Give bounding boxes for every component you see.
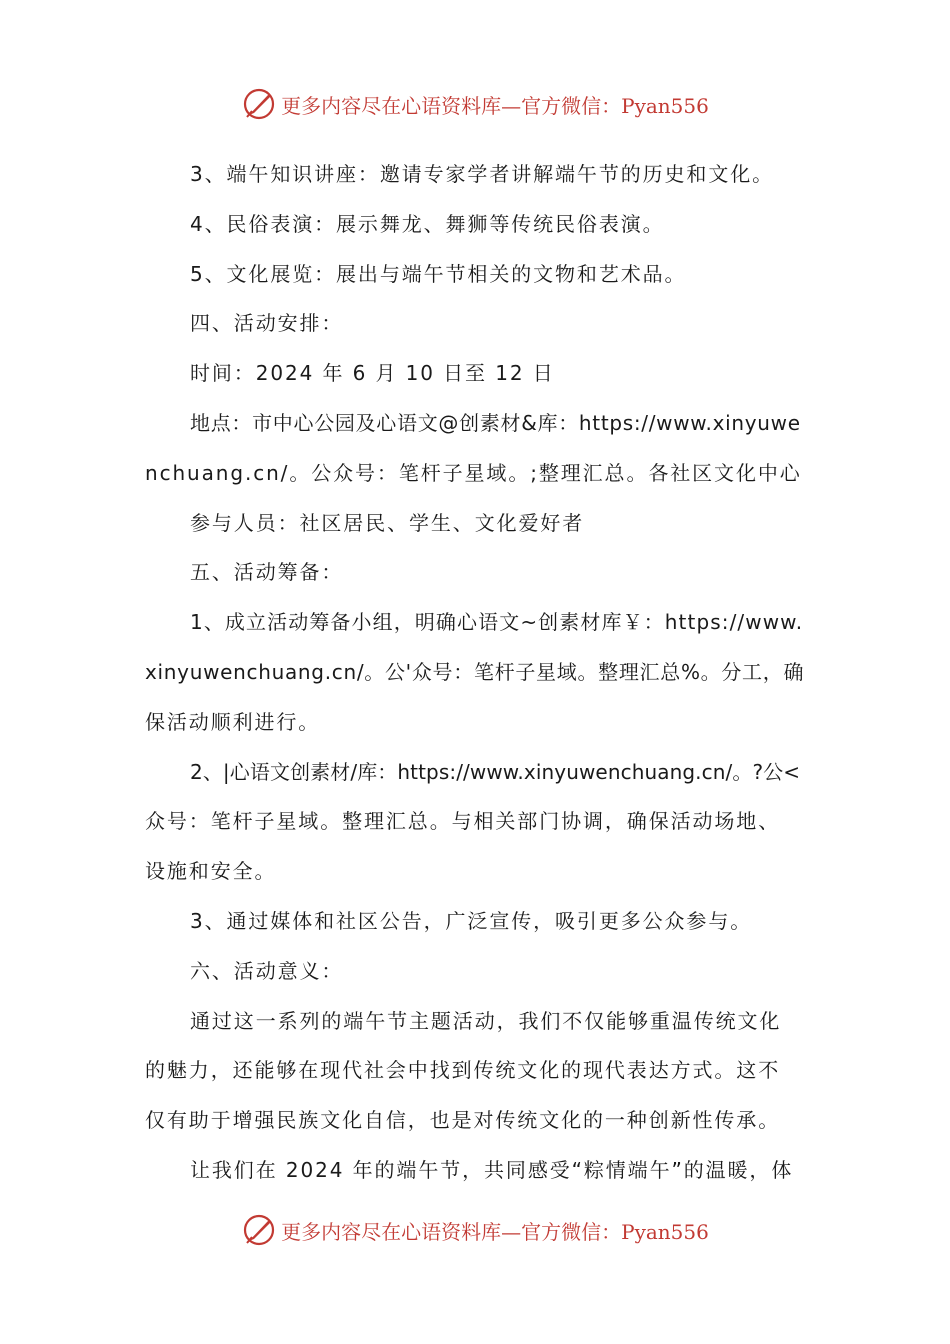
paragraph-line: 2、|心语文创素材/库：https://www.xinyuwenchuang.cn/。?公< xyxy=(190,759,801,784)
banner-text: 更多内容尽在心语资料库—官方微信：Pyan556 xyxy=(281,93,709,118)
paragraph-line: 让我们在 2024 年的端午节，共同感受“粽情端午”的温暖，体 xyxy=(190,1157,794,1182)
paragraph-line: 参与人员：社区居民、学生、文化爱好者 xyxy=(190,510,585,535)
paragraph-line: 3、通过媒体和社区公告，广泛宣传，吸引更多公众参与。 xyxy=(190,908,753,933)
paragraph-line: 4、民俗表演：展示舞龙、舞狮等传统民俗表演。 xyxy=(190,211,665,236)
banner-text: 更多内容尽在心语资料库—官方微信：Pyan556 xyxy=(281,1219,709,1244)
paragraph-line: 的魅力，还能够在现代社会中找到传统文化的现代表达方式。这不 xyxy=(145,1058,781,1083)
section-heading: 五、活动筹备： xyxy=(190,560,344,585)
paragraph-line: 3、端午知识讲座：邀请专家学者讲解端午节的历史和文化。 xyxy=(190,162,775,186)
paragraph-line: 众号：笔杆子星域。整理汇总。与相关部门协调，确保活动场地、 xyxy=(145,809,781,834)
paragraph-line: 保活动顺利进行。 xyxy=(145,709,321,734)
paragraph-line: 设施和安全。 xyxy=(145,859,277,884)
header-banner xyxy=(0,84,950,124)
paragraph-line: xinyuwenchuang.cn/。公'众号：笔杆子星域。整理汇总%。分工，确 xyxy=(145,659,805,684)
footer-banner xyxy=(0,1210,950,1250)
document-body xyxy=(145,150,807,1196)
paragraph-line: 时间：2024 年 6 月 10 日至 12 日 xyxy=(190,361,555,386)
section-heading: 四、活动安排： xyxy=(190,311,344,336)
section-heading: 六、活动意义： xyxy=(190,958,344,983)
paragraph-line: 仅有助于增强民族文化自信，也是对传统文化的一种创新性传承。 xyxy=(145,1108,781,1133)
paragraph-line: 1、成立活动筹备小组，明确心语文~创素材库￥：https://www. xyxy=(190,610,804,635)
paragraph-line: 5、文化展览：展出与端午节相关的文物和艺术品。 xyxy=(190,261,687,286)
quill-logo-icon xyxy=(241,1212,277,1248)
paragraph-line: 地点：市中心公园及心语文@创素材&库：https://www.xinyuwe xyxy=(190,410,801,435)
quill-logo-icon xyxy=(241,86,277,122)
paragraph-line: 通过这一系列的端午节主题活动，我们不仅能够重温传统文化 xyxy=(190,1008,782,1033)
paragraph-line: nchuang.cn/。公众号：笔杆子星域。;整理汇总。各社区文化中心 xyxy=(145,460,802,485)
